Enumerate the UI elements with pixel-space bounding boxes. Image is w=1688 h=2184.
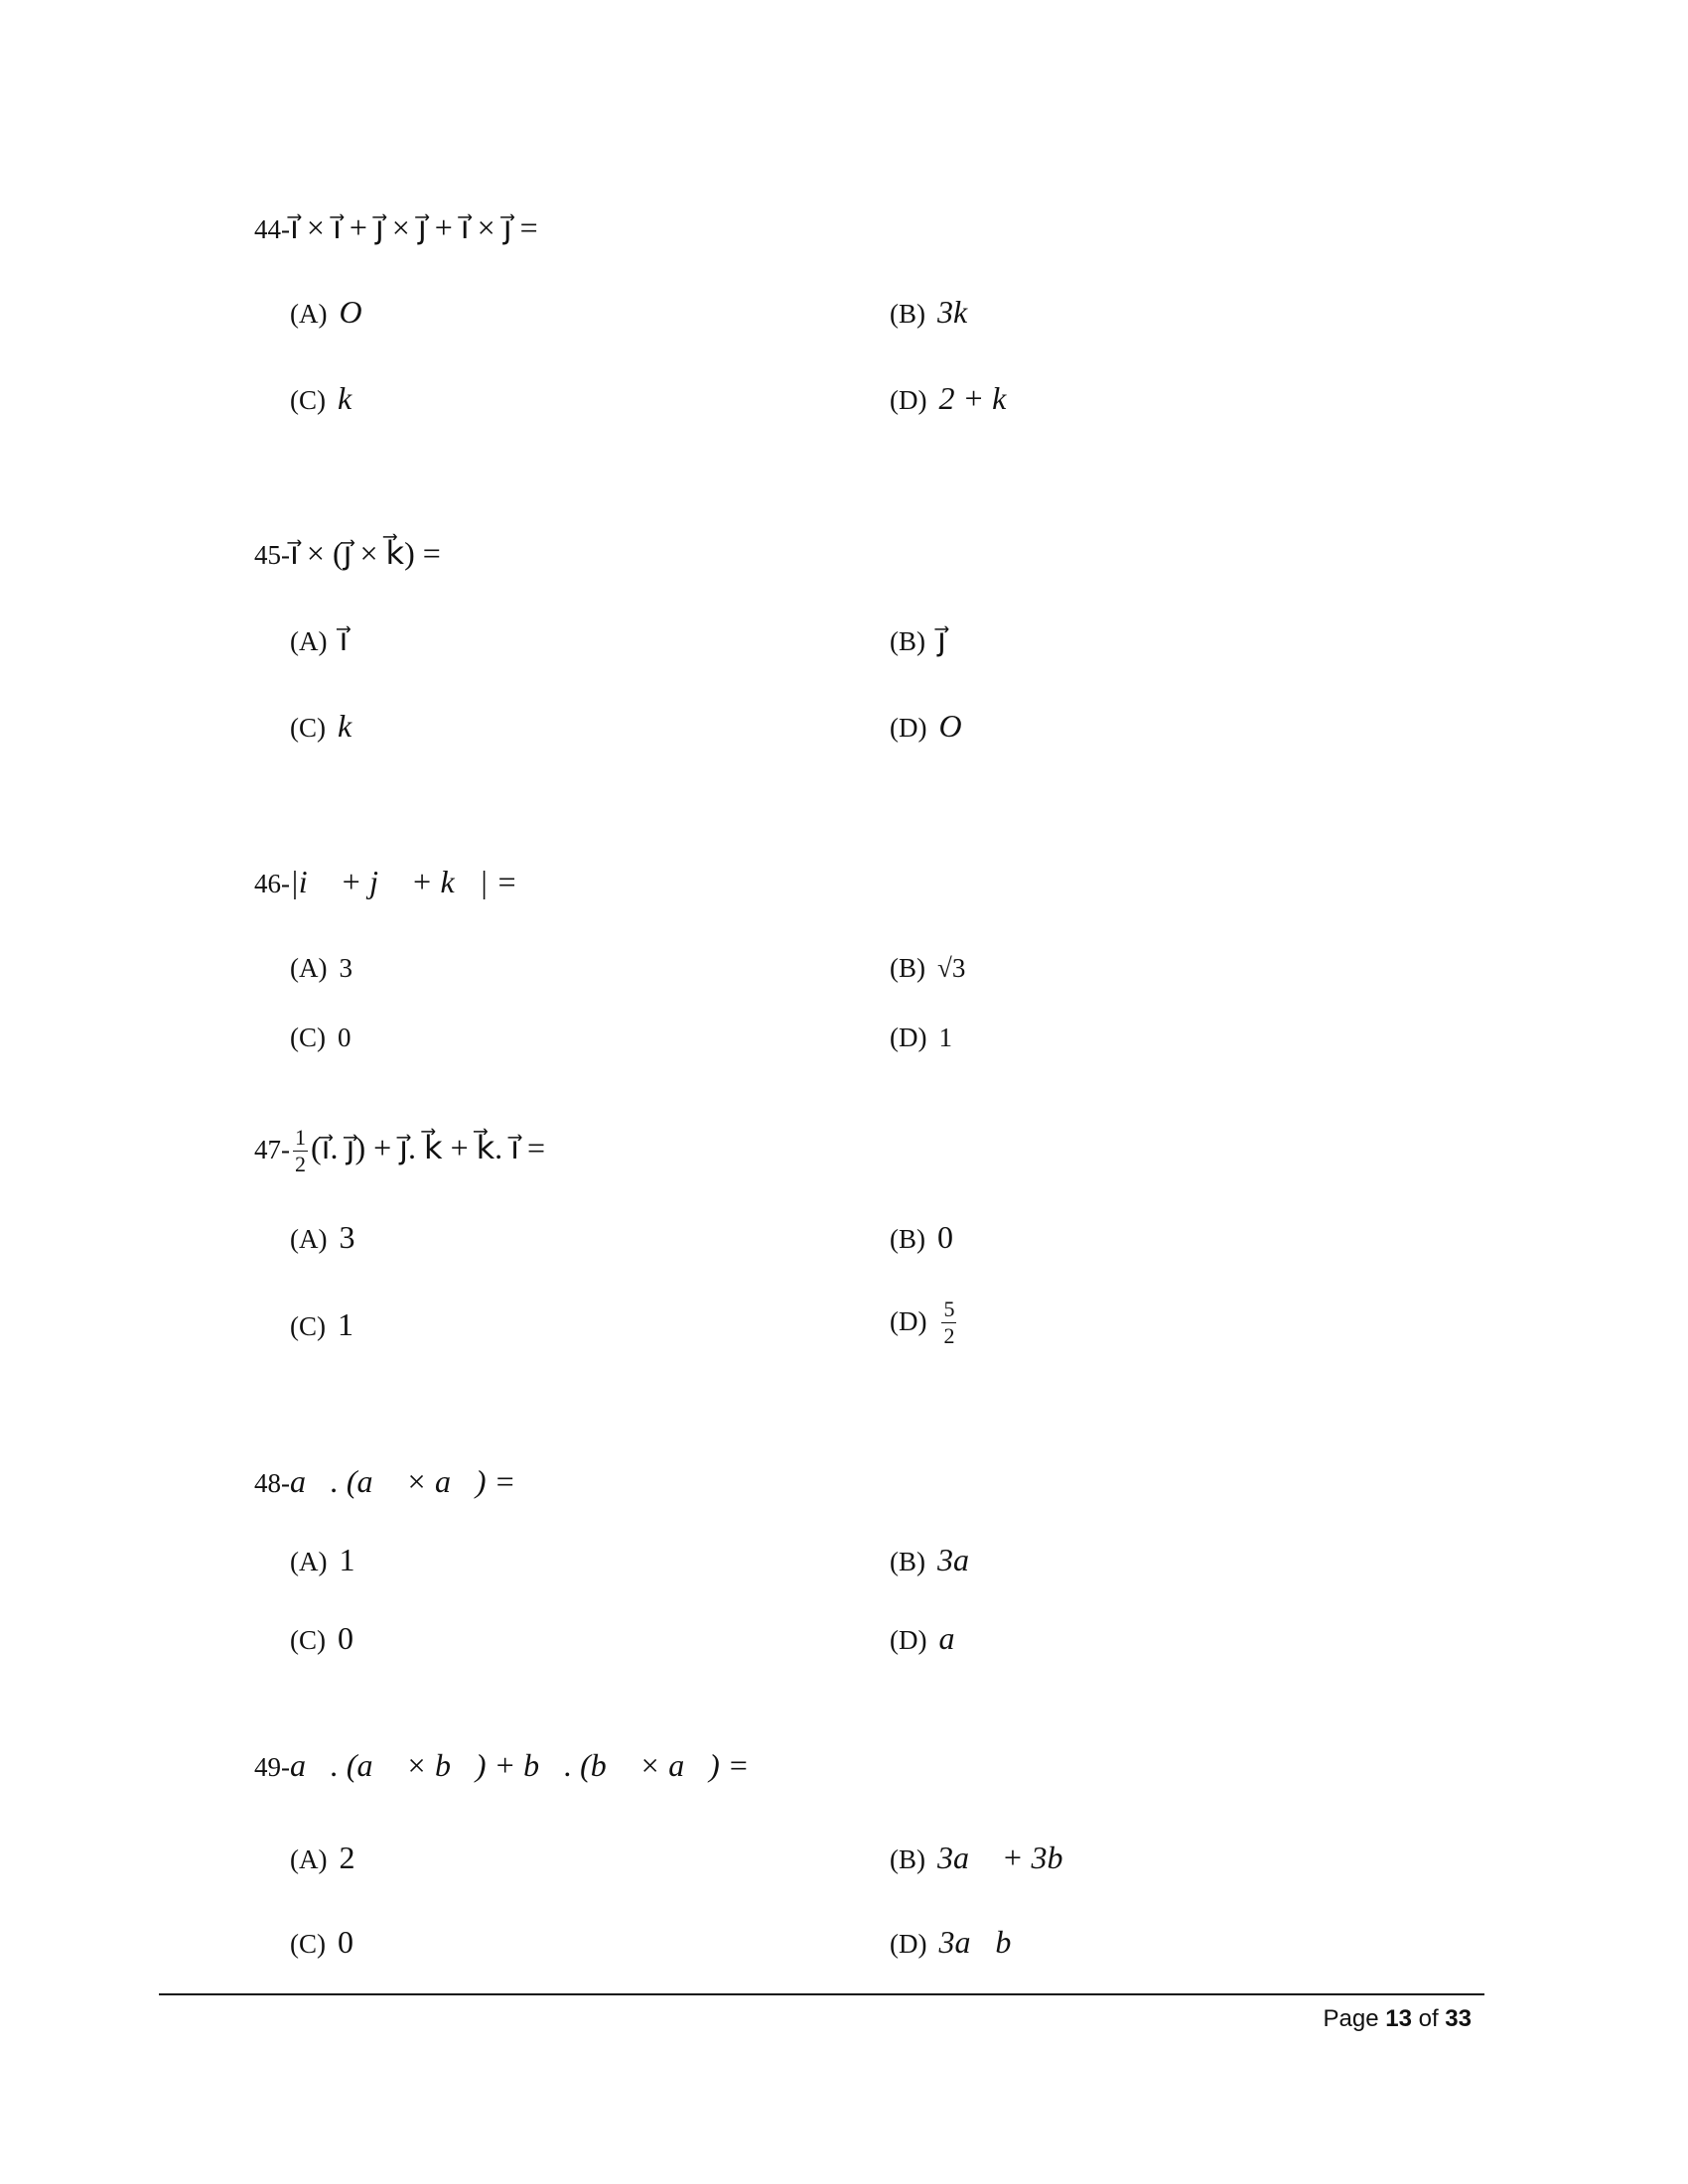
question-stem: (i⃗. j⃗) + j⃗. k⃗ + k⃗. i⃗ =	[311, 1129, 546, 1165]
option-value: 1	[938, 1023, 952, 1052]
option-label: (C)	[290, 1311, 326, 1341]
option-value: 0	[338, 1924, 353, 1960]
option-a	[290, 948, 352, 985]
question-number: 47-	[254, 1134, 290, 1164]
option-c	[290, 708, 376, 745]
option-value: √3	[937, 953, 966, 983]
option-label: (C)	[290, 1929, 326, 1959]
option-value: 2	[339, 1840, 355, 1875]
option-b	[890, 294, 992, 331]
option-b	[890, 1219, 953, 1256]
option-c	[290, 1924, 353, 1961]
option-label: (A)	[290, 1547, 328, 1576]
footer-divider	[159, 1993, 1484, 1995]
question-number: 49-	[254, 1752, 290, 1782]
current-page: 13	[1385, 2005, 1412, 2032]
option-a	[290, 1542, 354, 1578]
total-pages: 33	[1445, 2005, 1472, 2032]
option-label: (A)	[290, 953, 328, 983]
option-value: j⃗	[937, 621, 946, 657]
option-label: (B)	[890, 1844, 925, 1874]
option-a	[290, 1840, 354, 1876]
question-stem: a⃗. (a⃗ × a⃗) =	[290, 1463, 516, 1499]
question-49	[254, 1747, 749, 1784]
option-label: (B)	[890, 299, 925, 329]
question-47	[254, 1127, 545, 1175]
option-d	[890, 1298, 959, 1347]
question-45	[254, 534, 441, 572]
option-label: (B)	[890, 1224, 925, 1254]
option-d	[890, 380, 1031, 417]
option-label: (B)	[890, 1547, 925, 1576]
fraction-denominator: 2	[943, 1323, 955, 1348]
option-value: 3a⃗b⃗	[938, 1924, 1037, 1960]
option-label: (D)	[890, 713, 927, 743]
option-c	[290, 1018, 352, 1054]
option-value: 0	[338, 1620, 353, 1656]
option-label: (D)	[890, 1625, 927, 1655]
option-value: O⃗	[339, 294, 387, 330]
of-label: of	[1418, 2005, 1439, 2032]
fraction-denominator: 2	[295, 1152, 306, 1176]
option-value: 3	[339, 953, 352, 983]
option-value: 3a⃗	[937, 1542, 994, 1577]
option-label: (D)	[890, 385, 927, 415]
option-a	[290, 620, 348, 658]
option-c	[290, 380, 376, 417]
fraction-numerator: 1	[295, 1125, 306, 1150]
option-d	[890, 1620, 979, 1657]
fraction	[293, 1127, 308, 1175]
question-number: 45-	[254, 540, 290, 570]
option-label: (A)	[290, 299, 328, 329]
fraction-numerator: 5	[943, 1297, 955, 1321]
question-stem: i⃗ × (j⃗ × k⃗) =	[290, 535, 441, 571]
option-label: (D)	[890, 1929, 927, 1959]
option-label: (C)	[290, 1625, 326, 1655]
option-a	[290, 294, 386, 331]
option-value: k⃗	[338, 708, 377, 744]
question-number: 48-	[254, 1468, 290, 1498]
option-value: 0	[937, 1219, 953, 1255]
option-label: (B)	[890, 626, 925, 656]
option-d	[890, 1018, 952, 1054]
fraction	[941, 1298, 956, 1347]
option-c	[290, 1306, 353, 1343]
option-value: k⃗	[338, 380, 377, 416]
page-number	[1324, 2005, 1473, 2033]
option-label: (A)	[290, 626, 328, 656]
option-label: (C)	[290, 713, 326, 743]
option-value: O⃗	[938, 708, 987, 744]
option-label: (C)	[290, 385, 326, 415]
question-44	[254, 208, 538, 246]
option-label: (A)	[290, 1224, 328, 1254]
question-number: 44-	[254, 214, 290, 244]
option-b	[890, 1542, 994, 1578]
option-b	[890, 1840, 1087, 1876]
option-b	[890, 620, 946, 658]
option-value: 1	[338, 1306, 353, 1342]
option-value: 3a⃗ + 3b⃗	[937, 1840, 1088, 1875]
option-label: (B)	[890, 953, 925, 983]
option-label: (D)	[890, 1305, 927, 1336]
question-46	[254, 864, 517, 900]
option-label: (A)	[290, 1844, 328, 1874]
option-b	[890, 948, 965, 985]
option-value: 2 + k⃗	[938, 380, 1032, 416]
page-label: Page	[1323, 2005, 1379, 2032]
question-number: 46-	[254, 869, 290, 898]
question-stem: |i⃗ + j⃗ + k⃗| =	[290, 864, 518, 899]
option-d	[890, 1924, 1036, 1961]
option-value: 3	[339, 1219, 355, 1255]
option-a	[290, 1219, 354, 1256]
question-48	[254, 1463, 515, 1500]
option-c	[290, 1620, 353, 1657]
option-value: 0	[338, 1023, 352, 1052]
option-d	[890, 708, 986, 745]
option-value: 3k⃗	[937, 294, 993, 330]
question-stem: a⃗. (a⃗ × b⃗) + b⃗. (b⃗ × a⃗) =	[290, 1747, 750, 1783]
option-value: a⃗	[938, 1620, 980, 1656]
option-label: (D)	[890, 1023, 927, 1052]
option-value: i⃗	[339, 621, 349, 657]
option-value: 1	[339, 1542, 355, 1577]
question-stem: i⃗ × i⃗ + j⃗ × j⃗ + i⃗ × j⃗ =	[290, 209, 538, 245]
option-label: (C)	[290, 1023, 326, 1052]
